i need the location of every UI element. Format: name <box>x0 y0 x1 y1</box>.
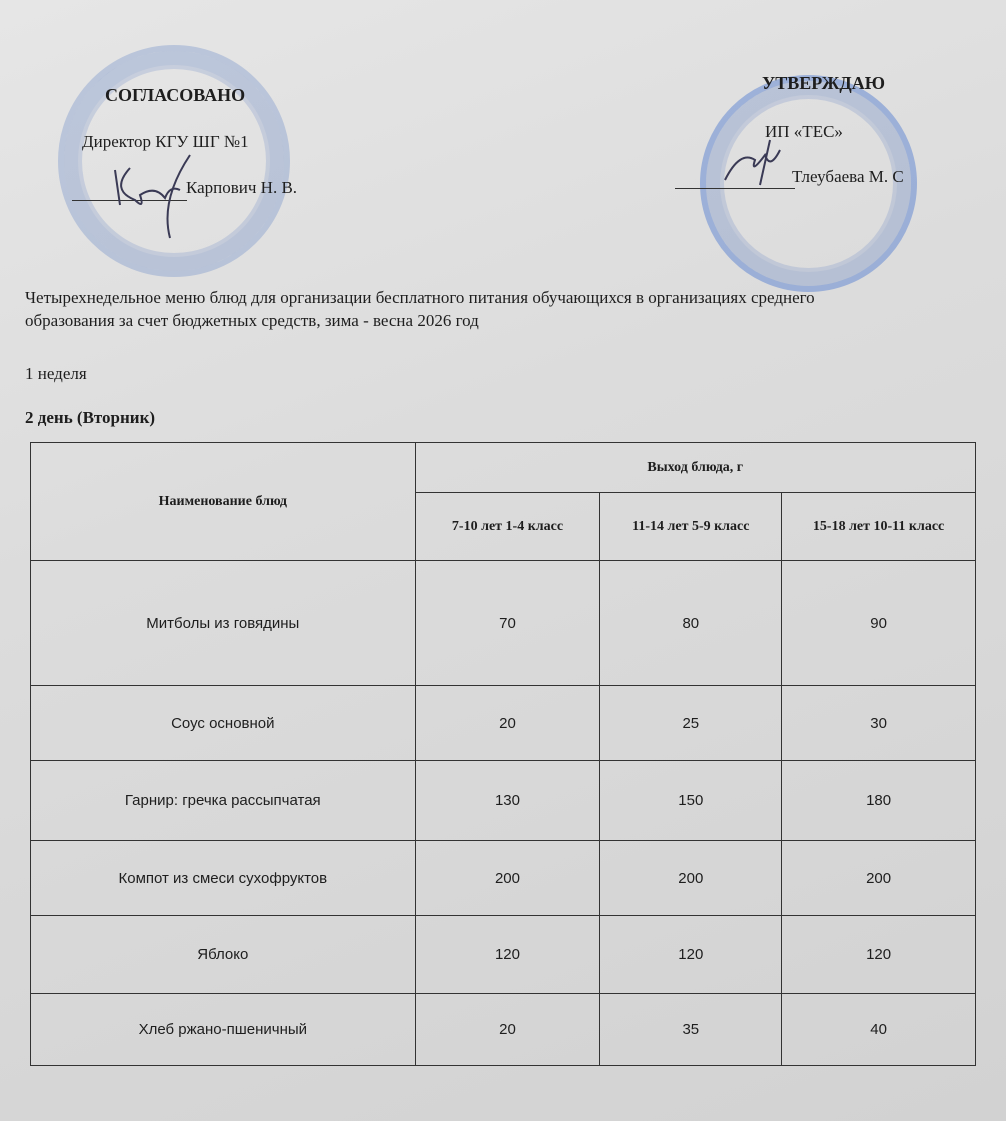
week-label: 1 неделя <box>25 364 87 383</box>
yield-value: 20 <box>415 686 600 761</box>
header-age-group: 15-18 лет 10-11 класс <box>782 493 976 561</box>
yield-value: 180 <box>782 761 976 841</box>
approval-title-left: СОГЛАСОВАНО <box>105 85 246 105</box>
header-age-group: 7-10 лет 1-4 класс <box>415 493 600 561</box>
header-yield: Выход блюда, г <box>415 443 975 493</box>
day-label: 2 день (Вторник) <box>25 408 156 427</box>
yield-value: 120 <box>782 916 976 994</box>
yield-value: 30 <box>782 686 976 761</box>
yield-value: 200 <box>782 841 976 916</box>
table-row <box>31 686 976 761</box>
yield-value: 90 <box>782 561 976 686</box>
yield-value: 35 <box>600 994 782 1066</box>
dish-name: Митболы из говядины <box>31 561 416 686</box>
director-name: Карпович Н. В. <box>186 178 298 197</box>
yield-value: 150 <box>600 761 782 841</box>
yield-value: 120 <box>600 916 782 994</box>
yield-value: 200 <box>600 841 782 916</box>
yield-value: 20 <box>415 994 600 1066</box>
yield-value: 40 <box>782 994 976 1066</box>
approval-title-right: УТВЕРЖДАЮ <box>762 73 886 93</box>
dish-name: Компот из смеси сухофруктов <box>31 841 416 916</box>
dish-name: Хлеб ржано-пшеничный <box>31 994 416 1066</box>
org-name: ИП «ТЕС» <box>765 122 843 141</box>
yield-value: 120 <box>415 916 600 994</box>
dish-name: Соус основной <box>31 686 416 761</box>
yield-value: 80 <box>600 561 782 686</box>
yield-value: 130 <box>415 761 600 841</box>
director-position: Директор КГУ ШГ №1 <box>82 132 249 151</box>
document-title-line2: образования за счет бюджетных средств, зима - весна 2026 год <box>25 311 479 330</box>
dish-name: Яблоко <box>31 916 416 994</box>
table-row <box>31 761 976 841</box>
yield-value: 200 <box>415 841 600 916</box>
menu-table <box>30 442 976 1066</box>
header-dish-name: Наименование блюд <box>31 443 416 561</box>
signature-right <box>720 130 800 190</box>
yield-value: 25 <box>600 686 782 761</box>
table-row <box>31 841 976 916</box>
table-row <box>31 561 976 686</box>
yield-value: 70 <box>415 561 600 686</box>
table-row <box>31 994 976 1066</box>
dish-name: Гарнир: гречка рассыпчатая <box>31 761 416 841</box>
approver-name: Тлеубаева М. С <box>792 167 904 186</box>
document-title-line1: Четырехнедельное меню блюд для организации бесплатного питания обучающихся в организациях среднего <box>25 288 815 307</box>
header-age-group: 11-14 лет 5-9 класс <box>600 493 782 561</box>
table-row <box>31 916 976 994</box>
